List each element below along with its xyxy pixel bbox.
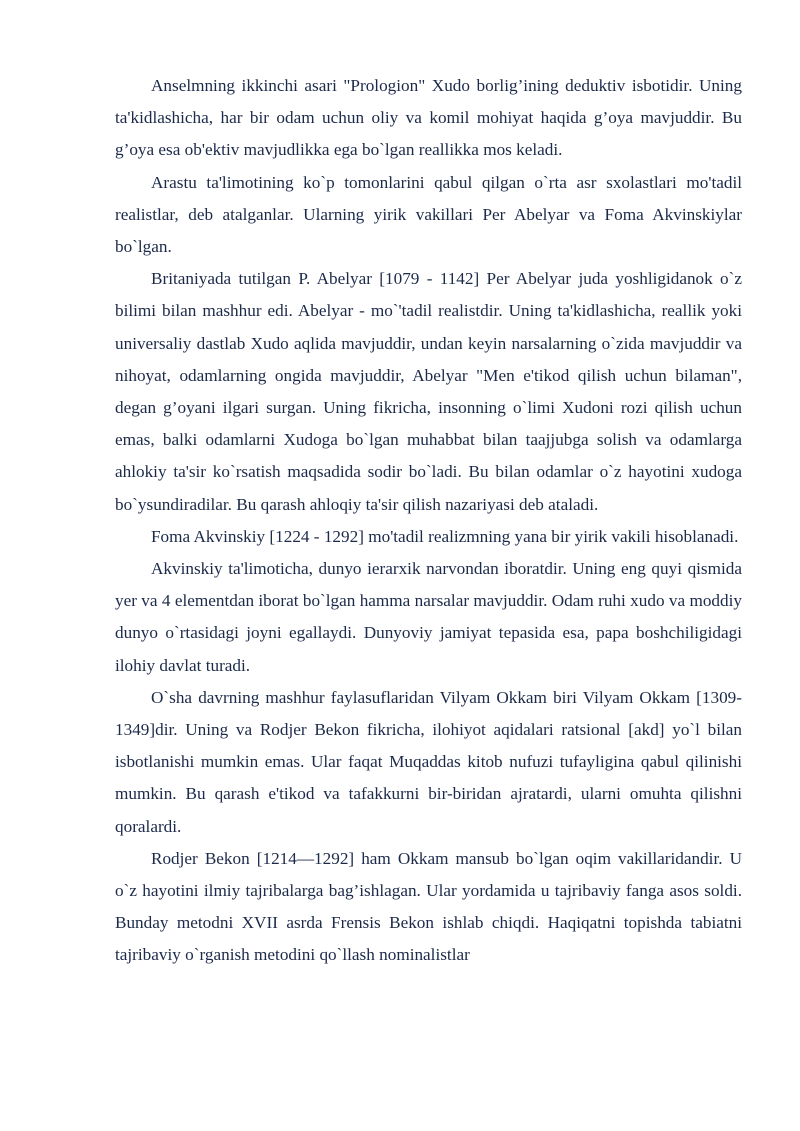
paragraph-moderate-realists: Arastu ta'limotining ko`p tomonlarini qabul qilgan o`rta asr sxolastlari mo'tadil realistlar, deb atalganlar. Ularning yirik vakillari Per Abelyar va Foma Akvinskiylar bo`lgan. [115,172,742,257]
document-page [115,70,742,972]
paragraph-roger-bacon: Rodjer Bekon [1214—1292] ham Okkam mansub bo`lgan oqim vakillaridandir. U o`z hayotini ilmiy tajribalarga bag’ishlagan. Ular yordamida u tajribaviy fanga asos soldi. Bunday metodni XVII asrda Frensis Bekon ishlab chiqdi. Haqiqatni topishda tabiatni tajribaviy o`rganish metodini qo`llash nominalistlar [115,848,742,965]
paragraph-aquinas-intro: Foma Akvinskiy [1224 - 1292] mo'tadil realizmning yana bir yirik vakili hisoblanadi. [151,526,739,546]
paragraph-anselm: Anselmning ikkinchi asari "Prologion" Xudo borlig’ining deduktiv isbotidir. Uning ta'kidlashicha, har bir odam uchun oliy va komil mohiyat haqida g’oya mavjuddir. Bu g’oya esa ob'ektiv mavjudlikka ega bo`lgan reallikka mos keladi. [115,76,742,160]
paragraph-ockham: O`sha davrning mashhur faylasuflaridan Vilyam Okkam biri Vilyam Okkam [1309-1349]dir. Uning va Rodjer Bekon fikricha, ilohiyot aqidalari ratsional [akd] yo`l bilan isbotlanishi mumkin emas. Ular faqat Muqaddas kitob nufuzi tufayligina qabul qilinishi mumkin. Bu qarash e'tikod va tafakkurni bir-biridan ajratardi, ularni omuhta qilishni qoralardi. [115,687,742,836]
paragraph-aquinas-teaching: Akvinskiy ta'limoticha, dunyo ierarxik narvondan iboratdir. Uning eng quyi qismida yer va 4 elementdan iborat bo`lgan hamma narsalar mavjuddir. Odam ruhi xudo va moddiy dunyo o`rtasidagi joyni egallaydi. Dunyoviy jamiyat tepasida esa, papa boshchiligidagi ilohiy davlat turadi. [115,559,742,675]
paragraph-abelard: Britaniyada tutilgan P. Abelyar [1079 - 1142] Per Abelyar juda yoshligidanok o`z bilimi bilan mashhur edi. Abelyar - mo`'tadil realistdir. Uning ta'kidlashicha, reallik yoki universaliy dastlab Xudo aqlida mavjuddir, undan keyin narsalarning o`zida mavjuddir va nihoyat, odamlarning ongida mavjuddir, Abelyar "Men e'tikod qilish uchun bilaman", degan g’oyani ilgari surgan. Uning fikricha, insonning o`limi Xudoni rozi qilish uchun emas, balki odamlarni Xudoga bo`lgan muhabbat bilan taajjubga solish va odamlarga ahlokiy ta'sir ko`rsatish maqsadida sodir bo`ladi. Bu bilan odamlar o`z hayotini xudoga bo`ysundiradilar. Bu qarash ahloqiy ta'sir qilish nazariyasi deb ataladi. [115,269,742,514]
